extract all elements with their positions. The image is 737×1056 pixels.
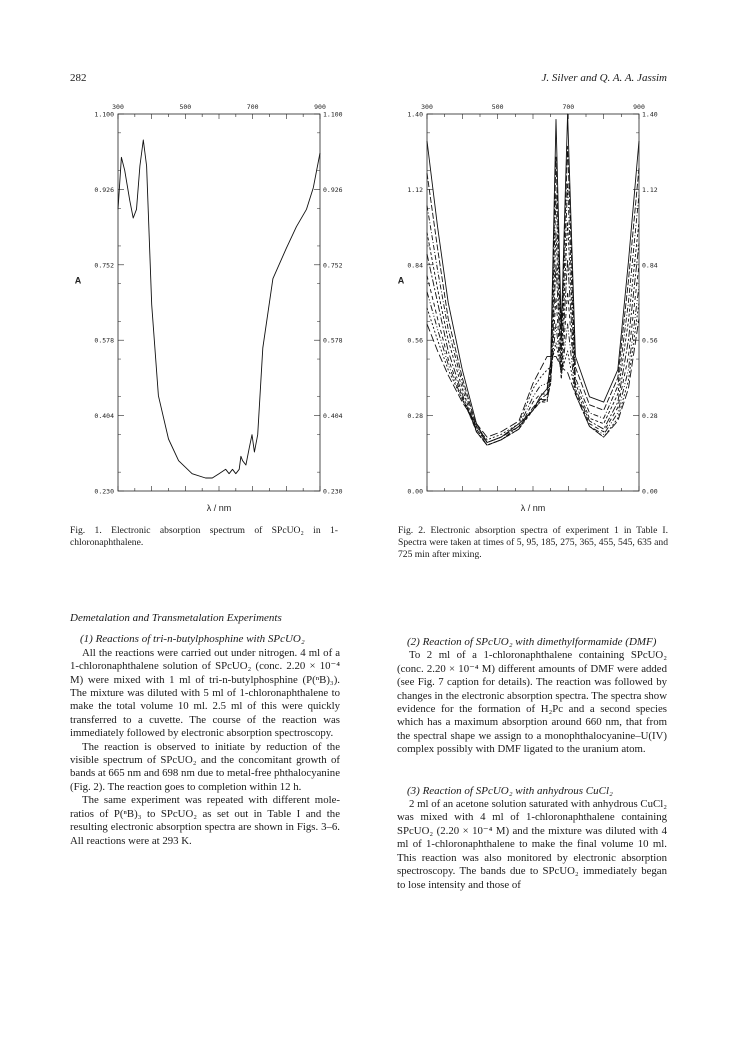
figure-1-caption-text: Electronic absorption spectrum of SPcUO₂ in 1-chloronaphthalene.	[70, 525, 338, 548]
y-tick-label: 0.84	[407, 261, 423, 270]
subsection-heading-2: (2) Reaction of SPcUO₂ with dimethylformamide (DMF)	[407, 636, 657, 648]
paragraph-1: All the reactions were carried out under nitrogen. 4 ml of a 1-chloronaphthalene solution of SPcUO₂ (conc. 2.20 × 10⁻⁴ M) were mixed with 1 ml of tri-n-butylphosphine (P(ⁿB)₃). The mixture was diluted with 5 ml of 1-chloronaphthalene to make the total volume 10 ml. 2.5 ml of this were quickly transferred to a cuvette. The course of the reaction was immediately followed by electronic absorption spectroscopy.	[70, 646, 340, 740]
y-tick-label: 0.56	[407, 336, 423, 345]
y-tick-label-right: 0.00	[642, 487, 658, 496]
series-line-8	[427, 303, 639, 440]
paragraph-3: The same experiment was repeated with different mole-ratios of P(ⁿB)₃ to SPcUO₂ as set out in Table I and the resulting electronic absorption spectra are shown in Figs. 3–6. All reactions were at 293 K.	[70, 794, 340, 847]
top-tick-label: 300	[421, 103, 433, 111]
top-tick-label: 900	[314, 103, 326, 111]
y-tick-label: 0.578	[94, 336, 114, 345]
figure-2-chart	[385, 92, 685, 522]
top-tick-label: 700	[562, 103, 575, 111]
y-tick-label: 0.230	[94, 487, 114, 496]
subsection-heading-1: (1) Reactions of tri-n-butylphosphine with SPcUO₂	[80, 633, 305, 646]
y-tick-label-right: 0.84	[642, 261, 658, 270]
y-tick-label-right: 0.28	[642, 412, 658, 421]
top-tick-label: 300	[112, 103, 124, 111]
y-tick-label: 0.28	[407, 412, 423, 421]
y-tick-label: 0.926	[94, 185, 114, 194]
series-line-3	[427, 184, 639, 445]
figure-2-caption-label: Fig. 2.	[398, 525, 426, 536]
left-column	[70, 612, 340, 848]
figure-2-caption-text: Electronic absorption spectra of experiment 1 in Table I. Spectra were taken at times of 5, 95, 185, 275, 365, 455, 545, 635 and 725 min after mixing.	[398, 525, 668, 560]
section-heading: Demetalation and Transmetalation Experiments	[70, 612, 282, 624]
top-tick-label: 500	[179, 103, 192, 111]
running-head: J. Silver and Q. A. A. Jassim	[541, 72, 667, 84]
series-line-1	[118, 140, 320, 478]
y-tick-label-right: 0.230	[323, 487, 343, 496]
y-tick-label-right: 1.40	[642, 110, 658, 119]
series-line-9	[427, 319, 639, 437]
y-tick-label-right: 0.404	[323, 412, 343, 421]
y-tick-label: 1.40	[407, 110, 423, 119]
y-tick-label-right: 1.12	[642, 185, 658, 194]
y-tick-label: 0.404	[94, 412, 114, 421]
series-line-5	[427, 243, 639, 445]
page-number: 282	[70, 72, 87, 84]
y-tick-label-right: 0.926	[323, 185, 343, 194]
right-column	[397, 636, 667, 892]
figure-2-caption	[398, 525, 668, 561]
paragraph-2: The reaction is observed to initiate by reduction of the visible spectrum of SPcUO₂ and the concomitant growth of bands at 665 nm and 698 nm due to metal-free phthalocyanine (Fig. 2). The reaction goes to completion within 12 h.	[70, 740, 340, 793]
y-axis-label: A	[397, 275, 405, 286]
y-tick-label-right: 1.100	[323, 110, 343, 119]
y-tick-label-right: 0.752	[323, 261, 343, 270]
top-tick-label: 700	[246, 103, 259, 111]
figure-2	[385, 92, 685, 522]
series-line-1	[427, 114, 639, 443]
subsection-heading-3: (3) Reaction of SPcUO₂ with anhydrous CuCl₂	[407, 784, 613, 797]
figure-1	[60, 92, 355, 522]
figure-1-chart	[60, 92, 355, 522]
y-tick-label: 0.00	[407, 487, 423, 496]
x-axis-label: λ / nm	[520, 503, 546, 513]
figure-1-caption	[70, 525, 338, 549]
plot-frame	[427, 114, 639, 491]
top-tick-label: 500	[491, 103, 504, 111]
top-tick-label: 900	[633, 103, 645, 111]
y-tick-label-right: 0.578	[323, 336, 343, 345]
y-axis-label: A	[74, 275, 82, 286]
series-line-2	[427, 146, 639, 442]
paragraph-5: 2 ml of an acetone solution saturated with anhydrous CuCl₂ was mixed with 4 ml of 1-chloronaphthalene containing SPcUO₂ (2.20 × 10⁻⁴ M) and the mixture was diluted with 4 ml of 1-chloronaphthalene to make the final volume 10 ml. This reaction was also monitored by electronic absorption spectroscopy. The bands due to SPcUO₂ immediately began to lose intensity and those of	[397, 798, 667, 891]
y-tick-label: 1.12	[407, 185, 423, 194]
paragraph-4: To 2 ml of a 1-chloronaphthalene containing SPcUO₂ (conc. 2.20 × 10⁻⁴ M) different amounts of DMF were added (see Fig. 7 caption for details). The reaction was followed by changes in the electronic absorption spectra. The spectra show evidence for the formation of H₂Pc and a second species which has a maximum absorption around 660 nm, that from the spectral shape we assign to a monophthalocyanine–U(IV) complex possibly with DMF ligated to the uranium atom.	[397, 649, 667, 756]
figure-1-caption-label: Fig. 1.	[70, 525, 102, 536]
x-axis-label: λ / nm	[206, 503, 232, 513]
y-tick-label: 0.752	[94, 261, 114, 270]
y-tick-label-right: 0.56	[642, 336, 658, 345]
series-line-4	[427, 222, 639, 446]
plot-frame	[118, 114, 320, 491]
y-tick-label: 1.100	[94, 110, 114, 119]
